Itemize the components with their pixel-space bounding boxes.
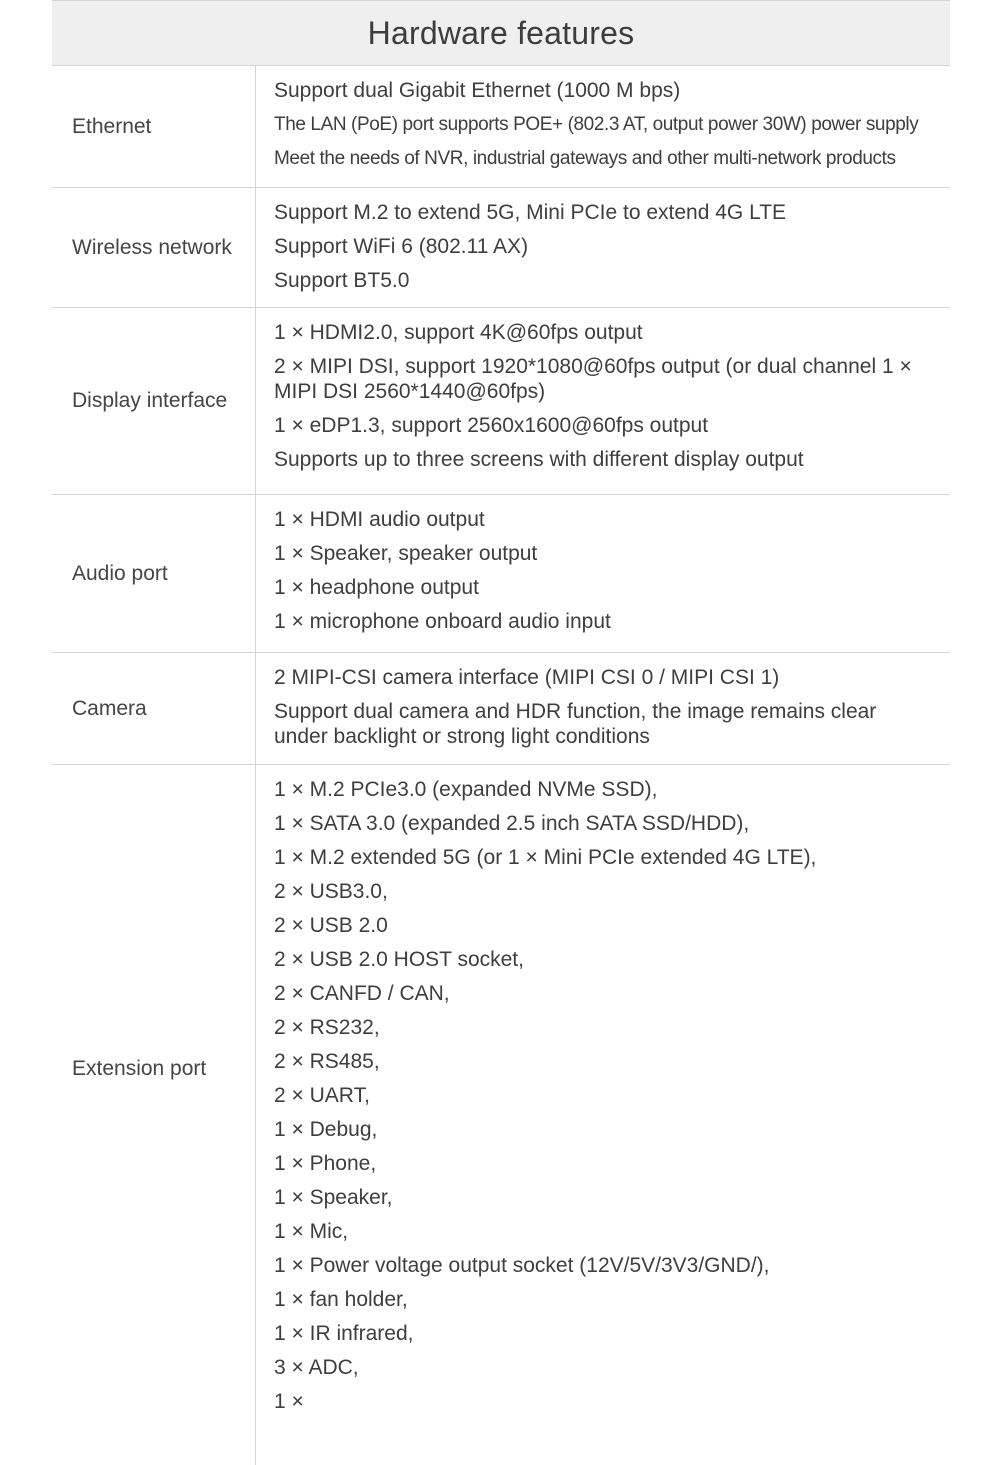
row-extension-port xyxy=(52,765,950,1465)
row-label: Extension port xyxy=(52,765,256,1465)
feature-line: 1 × Speaker, speaker output xyxy=(274,542,538,565)
feature-line: 1 × fan holder, xyxy=(274,1288,408,1311)
row-label: Audio port xyxy=(52,495,256,652)
row-label: Wireless network xyxy=(52,188,256,307)
feature-line: 2 × RS485, xyxy=(274,1050,380,1073)
feature-line: 2 × USB 2.0 HOST socket, xyxy=(274,948,524,971)
row-values xyxy=(256,495,950,652)
feature-line: 2 × CANFD / CAN, xyxy=(274,982,450,1005)
feature-line: Meet the needs of NVR, industrial gateways and other multi-network products xyxy=(274,148,896,169)
feature-line: 2 × UART, xyxy=(274,1084,370,1107)
row-ethernet xyxy=(52,66,950,188)
table-title-bar xyxy=(52,1,950,66)
feature-line: Support WiFi 6 (802.11 AX) xyxy=(274,235,529,258)
feature-line: 1 × M.2 extended 5G (or 1 × Mini PCIe extended 4G LTE), xyxy=(274,846,817,869)
row-values xyxy=(256,188,950,307)
row-wireless-network xyxy=(52,188,950,308)
feature-line: 1 × headphone output xyxy=(274,576,479,599)
feature-line: 2 × USB3.0, xyxy=(274,880,388,903)
feature-line: 3 × ADC, xyxy=(274,1356,359,1379)
feature-line: 2 × RS232, xyxy=(274,1016,380,1039)
feature-line: Support dual camera and HDR function, the image remains clear under backlight or strong light conditions xyxy=(274,700,877,748)
row-values xyxy=(256,66,950,187)
feature-line: 1 × Debug, xyxy=(274,1118,378,1141)
feature-line: 1 × HDMI audio output xyxy=(274,508,485,531)
row-label: Ethernet xyxy=(52,66,256,187)
feature-line: 2 × USB 2.0 xyxy=(274,914,388,937)
row-display-interface xyxy=(52,308,950,495)
feature-line: Support BT5.0 xyxy=(274,269,410,292)
feature-line: Supports up to three screens with different display output xyxy=(274,448,804,471)
feature-line: 1 × eDP1.3, support 2560x1600@60fps output xyxy=(274,414,709,437)
row-label: Display interface xyxy=(52,308,256,494)
row-values xyxy=(256,653,950,764)
feature-line: The LAN (PoE) port supports POE+ (802.3 AT, output power 30W) power supply xyxy=(274,114,919,135)
feature-line: 1 × M.2 PCIe3.0 (expanded NVMe SSD), xyxy=(274,778,658,801)
feature-line: 1 × Speaker, xyxy=(274,1186,393,1209)
feature-line: Support M.2 to extend 5G, Mini PCIe to extend 4G LTE xyxy=(274,201,787,224)
row-audio-port xyxy=(52,495,950,653)
row-label: Camera xyxy=(52,653,256,764)
row-values xyxy=(256,765,950,1465)
feature-line: 2 MIPI-CSI camera interface (MIPI CSI 0 / MIPI CSI 1) xyxy=(274,666,780,689)
feature-line: 1 × Power voltage output socket (12V/5V/3V3/GND/), xyxy=(274,1254,770,1277)
feature-line: 1 × xyxy=(274,1390,304,1413)
row-values xyxy=(256,308,950,494)
hardware-features-table xyxy=(52,0,950,1465)
feature-line: 2 × MIPI DSI, support 1920*1080@60fps output (or dual channel 1 × MIPI DSI 2560*1440@60fps) xyxy=(274,355,912,403)
row-camera xyxy=(52,653,950,765)
feature-line: 1 × microphone onboard audio input xyxy=(274,610,611,633)
feature-line: 1 × SATA 3.0 (expanded 2.5 inch SATA SSD/HDD), xyxy=(274,812,750,835)
feature-line: Support dual Gigabit Ethernet (1000 M bps) xyxy=(274,79,681,102)
table-title: Hardware features xyxy=(367,14,635,51)
feature-line: 1 × Mic, xyxy=(274,1220,349,1243)
feature-line: 1 × IR infrared, xyxy=(274,1322,414,1345)
feature-line: 1 × Phone, xyxy=(274,1152,377,1175)
feature-line: 1 × HDMI2.0, support 4K@60fps output xyxy=(274,321,643,344)
